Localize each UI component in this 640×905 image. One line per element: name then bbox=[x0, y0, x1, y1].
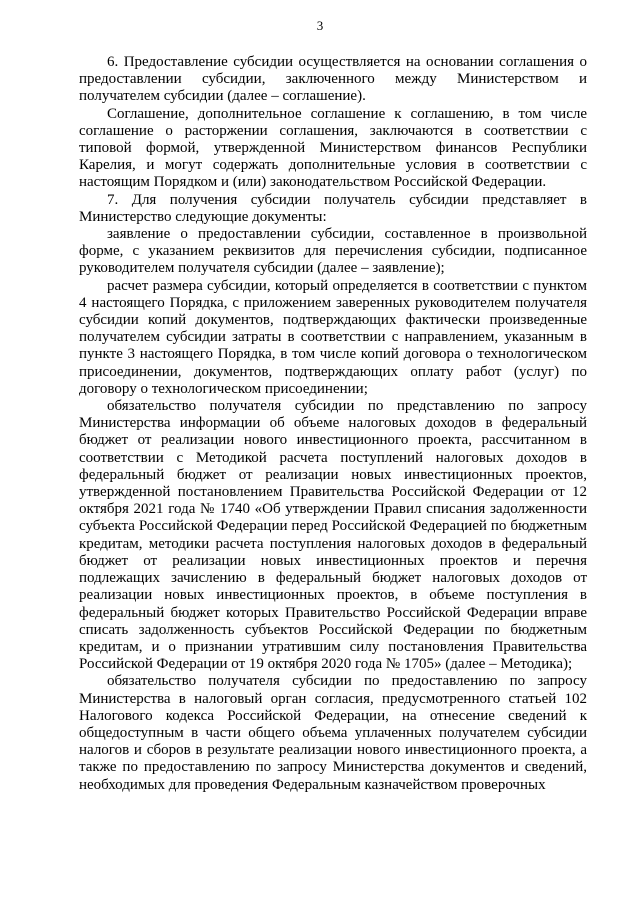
paragraph-item-6: 6. Предоставление субсидии осуществляется на основании соглашения о предоставлении субсидии, заключенного между Министерством и получателем субсидии (далее – соглашение). bbox=[79, 54, 587, 105]
paragraph-application: заявление о предоставлении субсидии, составленное в произвольной форме, с указанием реквизитов для перечисления субсидии, подписанное руководителем получателя субсидии (далее – заявление); bbox=[79, 226, 587, 277]
paragraph-calculation: расчет размера субсидии, который определяется в соответствии с пунктом 4 настоящего Порядка, с приложением заверенных руководителем получателя субсидии копий документов, подтверждающих фактически произведенные получателем субсидии затраты в соответствии с направлением, указанным в пункте 3 настоящего Порядка, в том числе копий договора о технологическом присоединении, документов, подтверждающих оплату работ (услуг) по договору о технологическом присоединении; bbox=[79, 277, 587, 397]
page-number: 3 bbox=[316, 18, 324, 33]
document-body bbox=[79, 54, 587, 794]
paragraph-obligation-info: обязательство получателя субсидии по представлению по запросу Министерства информации об объеме налоговых доходов в федеральный бюджет от реализации нового инвестиционного проекта, рассчитанном в соответствии с Методикой расчета поступлений налоговых доходов в федеральный бюджет от реализации новых инвестиционных проектов, утвержденной постановлением Правительства Российской Федерации от 12 октября 2021 года № 1740 «Об утверждении Правил списания задолженности субъекта Российской Федерации перед Российской Федерацией по бюджетным кредитам, методики расчета поступления налоговых доходов в федеральный бюджет от реализации новых инвестиционных проектов и перечня подлежащих зачислению в федеральный бюджет налоговых доходов от реализации новых инвестиционных проектов, в объеме поступления в федеральный бюджет которых Правительство Российской Федерации вправе списать задолженность субъектов Российской Федерации по бюджетным кредитам, и о признании утратившим силу постановления Правительства Российской Федерации от 19 октября 2020 года № 1705» (далее – Методика); bbox=[79, 398, 587, 673]
paragraph-item-7: 7. Для получения субсидии получатель субсидии представляет в Министерство следующие документы: bbox=[79, 191, 587, 225]
paragraph-obligation-consent: обязательство получателя субсидии по предоставлению по запросу Министерства в налоговый орган согласия, предусмотренного статьей 102 Налогового кодекса Российской Федерации, на отнесение сведений к общедоступным в части общего объема уплаченных получателем субсидии налогов и сборов в результате реализации нового инвестиционного проекта, а также по предоставлению по запросу Министерства документов и сведений, необходимых для проведения Федеральным казначейством проверочных bbox=[79, 673, 587, 793]
paragraph-agreement: Соглашение, дополнительное соглашение к соглашению, в том числе соглашение о расторжении соглашения, заключаются в соответствии с типовой формой, утвержденной Министерством финансов Республики Карелия, и могут содержать дополнительные условия в соответствии с настоящим Порядком и (или) законодательством Российской Федерации. bbox=[79, 105, 587, 191]
